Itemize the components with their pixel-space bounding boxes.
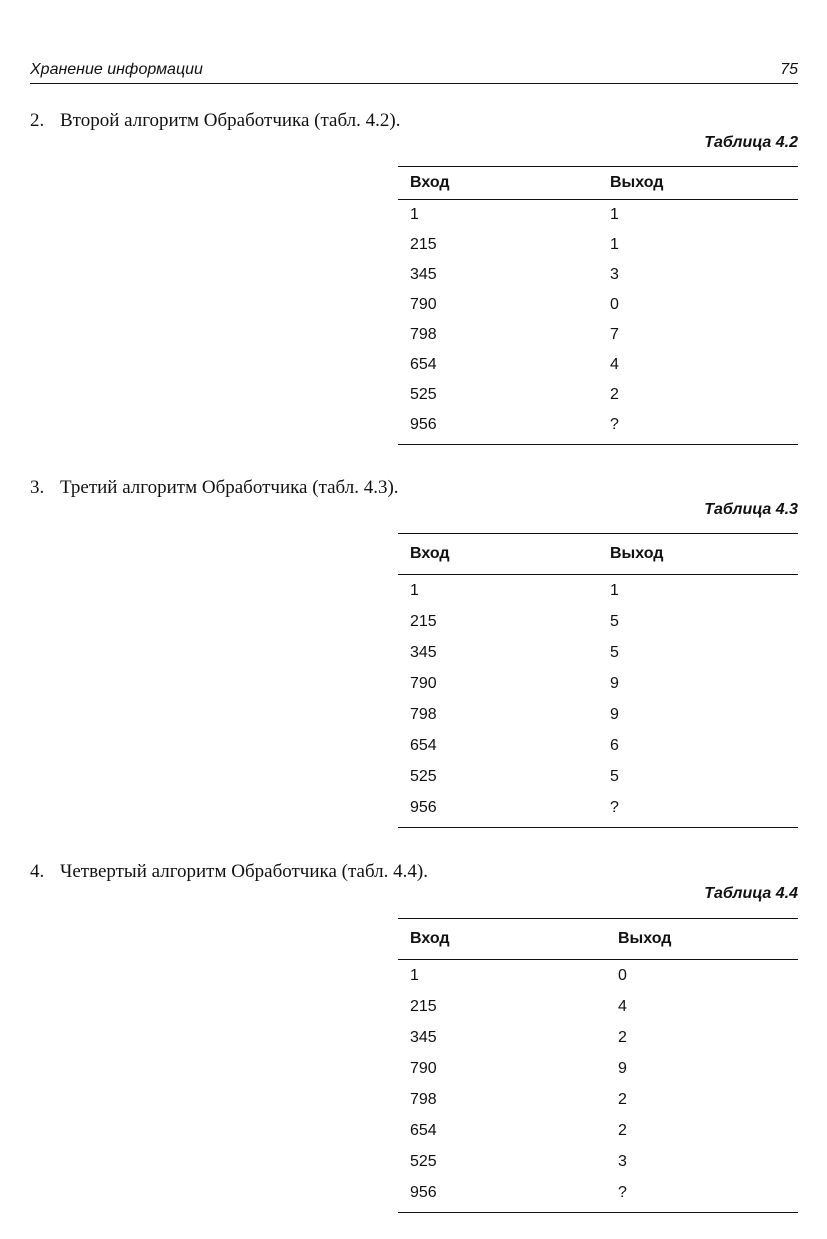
table-header-row — [398, 534, 798, 575]
cell-input: 956 — [410, 799, 437, 816]
column-header-input: Вход — [410, 930, 450, 947]
table-4-2 — [398, 166, 798, 445]
table-row — [398, 350, 798, 380]
cell-output: 6 — [610, 737, 619, 754]
column-header-input: Вход — [410, 545, 450, 562]
cell-input: 525 — [410, 1153, 437, 1170]
cell-input: 1 — [410, 582, 419, 599]
cell-output: 2 — [618, 1029, 627, 1046]
cell-input: 956 — [410, 416, 437, 433]
list-item-number: 2. — [30, 110, 45, 131]
table-row — [398, 730, 798, 761]
table-row — [398, 230, 798, 260]
table-body — [398, 575, 798, 827]
table-row — [398, 200, 798, 230]
cell-input: 654 — [410, 1122, 437, 1139]
cell-output: ? — [610, 799, 619, 816]
cell-output: 1 — [610, 582, 619, 599]
table-row — [398, 410, 798, 440]
cell-input: 790 — [410, 675, 437, 692]
table-row — [398, 1053, 798, 1084]
cell-output: 4 — [618, 998, 627, 1015]
table-4-3 — [398, 533, 798, 828]
running-header — [30, 60, 798, 84]
cell-input: 215 — [410, 613, 437, 630]
table-row — [398, 761, 798, 792]
cell-output: 5 — [610, 768, 619, 785]
table-row — [398, 699, 798, 730]
list-item-algorithm-2 — [30, 110, 400, 132]
cell-output: 2 — [618, 1122, 627, 1139]
cell-input: 790 — [410, 296, 437, 313]
table-row — [398, 668, 798, 699]
table-row — [398, 1115, 798, 1146]
list-item-algorithm-4 — [30, 861, 428, 883]
cell-input: 798 — [410, 326, 437, 343]
table-row — [398, 380, 798, 410]
cell-input: 654 — [410, 737, 437, 754]
cell-input: 215 — [410, 998, 437, 1015]
table-row — [398, 991, 798, 1022]
cell-input: 654 — [410, 356, 437, 373]
cell-input: 345 — [410, 1029, 437, 1046]
table-row — [398, 960, 798, 991]
table-header-row — [398, 919, 798, 960]
cell-output: 5 — [610, 644, 619, 661]
cell-input: 956 — [410, 1184, 437, 1201]
table-row — [398, 606, 798, 637]
column-header-output: Выход — [610, 545, 664, 562]
table-row — [398, 575, 798, 606]
cell-input: 525 — [410, 386, 437, 403]
cell-output: 2 — [610, 386, 619, 403]
list-item-algorithm-3 — [30, 477, 399, 499]
cell-input: 215 — [410, 236, 437, 253]
table-header-row — [398, 167, 798, 200]
cell-output: 9 — [618, 1060, 627, 1077]
page-number: 75 — [780, 61, 798, 78]
cell-output: 7 — [610, 326, 619, 343]
cell-input: 525 — [410, 768, 437, 785]
column-header-output: Выход — [618, 930, 672, 947]
table-row — [398, 1177, 798, 1208]
table-body — [398, 960, 798, 1212]
list-item-text: Третий алгоритм Обработчика (табл. 4.3). — [60, 477, 399, 498]
running-header-title: Хранение информации — [30, 61, 203, 78]
cell-input: 1 — [410, 967, 419, 984]
table-body — [398, 200, 798, 444]
list-item-number: 3. — [30, 477, 45, 498]
cell-output: 3 — [618, 1153, 627, 1170]
cell-input: 1 — [410, 206, 419, 223]
cell-output: 5 — [610, 613, 619, 630]
cell-output: 3 — [610, 266, 619, 283]
cell-input: 345 — [410, 644, 437, 661]
table-caption-4-4: Таблица 4.4 — [704, 885, 798, 902]
cell-output: 1 — [610, 206, 619, 223]
list-item-text: Четвертый алгоритм Обработчика (табл. 4.4). — [60, 861, 428, 882]
cell-output: 0 — [610, 296, 619, 313]
cell-input: 790 — [410, 1060, 437, 1077]
table-row — [398, 1084, 798, 1115]
table-row — [398, 637, 798, 668]
column-header-output: Выход — [610, 174, 664, 191]
table-row — [398, 260, 798, 290]
list-item-text: Второй алгоритм Обработчика (табл. 4.2). — [60, 110, 401, 131]
column-header-input: Вход — [410, 174, 450, 191]
table-row — [398, 1022, 798, 1053]
table-row — [398, 1146, 798, 1177]
cell-output: 4 — [610, 356, 619, 373]
cell-output: 1 — [610, 236, 619, 253]
cell-output: ? — [618, 1184, 627, 1201]
cell-output: 9 — [610, 675, 619, 692]
cell-input: 798 — [410, 1091, 437, 1108]
table-caption-4-2: Таблица 4.2 — [704, 134, 798, 151]
cell-output: 9 — [610, 706, 619, 723]
cell-output: 2 — [618, 1091, 627, 1108]
cell-output: ? — [610, 416, 619, 433]
list-item-number: 4. — [30, 861, 45, 882]
cell-output: 0 — [618, 967, 627, 984]
table-row — [398, 290, 798, 320]
table-caption-4-3: Таблица 4.3 — [704, 501, 798, 518]
cell-input: 345 — [410, 266, 437, 283]
cell-input: 798 — [410, 706, 437, 723]
table-4-4 — [398, 918, 798, 1213]
table-row — [398, 792, 798, 823]
table-row — [398, 320, 798, 350]
